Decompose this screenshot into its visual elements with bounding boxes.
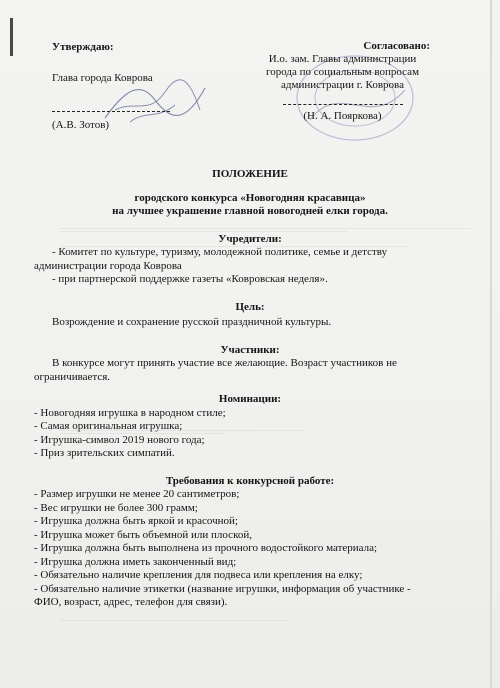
requirements-list [34,488,466,610]
nominations-list [34,407,466,461]
list-item: - Самая оригинальная игрушка; [34,420,183,432]
bleed-through [60,620,470,626]
document-body [34,168,466,610]
agreement-role-line: администрации г. Коврова [281,79,404,91]
agreement-role-line: И.о. зам. Главы администрации [268,53,417,65]
document-subtitle: городского конкурса «Новогодняя красавица» [134,191,366,204]
participants-text: В конкурсе могут принять участие все желающие. Возраст участников не [52,357,397,369]
requirements-heading: Требования к конкурсной работе: [165,474,335,487]
list-item: - Обязательно наличие крепления для подвеса или крепления на елку; [34,569,363,581]
list-item: - Игрушка-символ 2019 нового года; [34,433,205,446]
participants-heading: Участники: [220,343,280,356]
approval-title: Утверждаю: [52,41,114,53]
agreement-name: (Н. А. Пояркова) [303,110,382,122]
list-item: - Игрушка должна иметь законченный вид; [34,555,237,568]
binding-mark [10,18,13,56]
agreement-role-line: города по социальным вопросам [265,66,420,78]
founders-heading: Учредители: [218,232,282,245]
list-item: - Новогодняя игрушка в народном стиле; [34,406,226,419]
founders-line: - при партнерской поддержке газеты «Ковровская неделя». [52,273,328,285]
participants-text: ограничивается. [34,370,111,383]
list-item: - Игрушка может быть объемной или плоской, [34,528,252,541]
list-item: - Вес игрушки не более 300 грамм; [34,501,198,514]
founders-line: - Комитет по культуре, туризму, молодежной политике, семье и детству [52,246,388,258]
agreement-block [255,40,430,123]
document-title: ПОЛОЖЕНИЕ [212,168,288,180]
approval-name: (А.В. Зотов) [52,119,110,131]
list-item: - Обязательно наличие этикетки (название игрушки, информация об участнике - [34,582,411,595]
list-item: ФИО, возраст, адрес, телефон для связи). [34,596,228,608]
page-edge [490,0,492,688]
approval-block [52,40,170,132]
goal-heading: Цель: [235,300,265,313]
signature-line [283,104,403,105]
document-subtitle: на лучшее украшение главной новогодней елки города. [112,205,388,217]
nominations-heading: Номинации: [218,393,282,405]
founders-line: администрации города Коврова [34,259,182,272]
list-item: - Приз зрительских симпатий. [34,447,175,459]
goal-text: Возрождение и сохранение русской праздничной культуры. [52,316,332,328]
list-item: - Игрушка должна быть яркой и красочной; [34,515,238,527]
signature-line [52,111,170,112]
agreement-title: Согласовано: [363,40,430,52]
list-item: - Игрушка должна быть выполнена из прочного водостойкого материала; [34,542,378,554]
list-item: - Размер игрушки не менее 20 сантиметров; [34,488,240,500]
approval-role: Глава города Коврова [52,72,153,84]
